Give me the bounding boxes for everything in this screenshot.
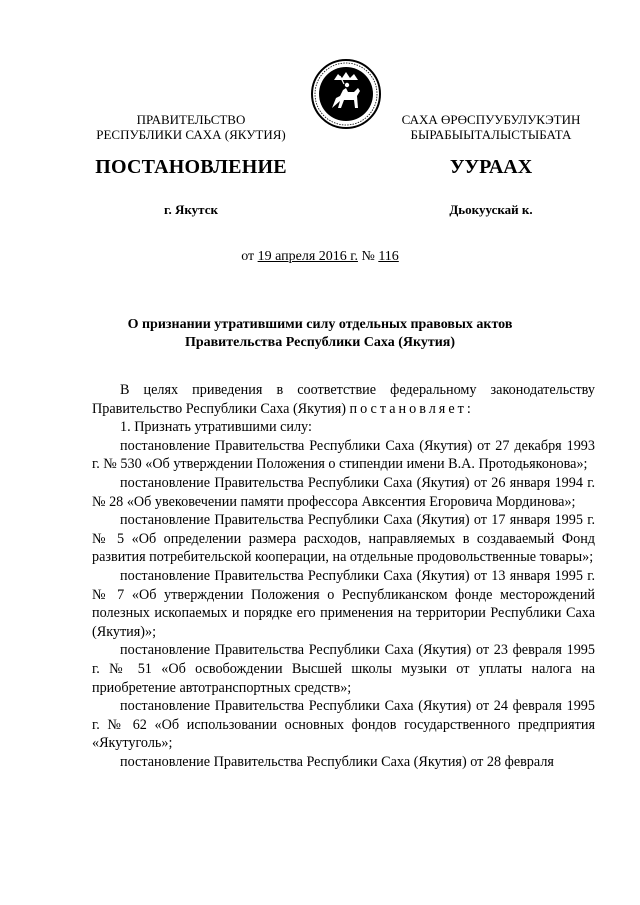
right-org-line1: САХА ӨРӨСПУУБУЛУКЭТИН bbox=[401, 112, 581, 127]
act-item: постановление Правительства Республики Саха (Якутия) от 24 февраля 1995 г. № 62 «Об использовании основных фондов государственного предприятия «Якутуголь»; bbox=[92, 698, 595, 752]
document-date: 19 апреля 2016 г. bbox=[257, 249, 358, 264]
document-body bbox=[92, 381, 595, 771]
right-org-name bbox=[386, 112, 596, 142]
document-number: 116 bbox=[378, 249, 399, 264]
right-org-line2: БЫРАБЫЫТАЛЫСТЫБАТА bbox=[410, 127, 572, 142]
city-ru: г. Якутск bbox=[164, 202, 218, 217]
act-item: постановление Правительства Республики Саха (Якутия) от 27 декабря 1993 г. № 530 «Об утверждении Положения о стипендии имени В.А. Протодьяконова»; bbox=[92, 437, 595, 473]
item-1: 1. Признать утратившими силу: bbox=[120, 419, 312, 436]
left-org-line1: ПРАВИТЕЛЬСТВО bbox=[136, 112, 246, 127]
document-title-sakha: УУРААХ bbox=[449, 156, 533, 178]
left-org-name bbox=[80, 112, 302, 142]
intro-paragraph bbox=[92, 381, 595, 418]
date-prefix: от bbox=[241, 249, 258, 264]
resolves-word: постановляет: bbox=[349, 400, 474, 417]
act-item: постановление Правительства Республики Саха (Якутия) от 13 января 1995 г. № 7 «Об утверждении Положения о Республиканском фонде месторождений полезных ископаемых и порядке его применения на территории Республики Саха (Якутия)»; bbox=[92, 567, 595, 640]
act-item: постановление Правительства Республики Саха (Якутия) от 26 января 1994 г. № 28 «Об увековечении памяти профессора Авксентия Егоровича Мординова»; bbox=[92, 474, 595, 510]
number-label: № bbox=[357, 249, 379, 264]
subject-line2: Правительства Республики Саха (Якутия) bbox=[184, 335, 456, 350]
intro-text: В целях приведения в соответствие федеральному законодательству Правительство Республики Саха (Якутия) bbox=[92, 382, 595, 417]
coat-of-arms-icon bbox=[310, 58, 382, 130]
left-org-line2: РЕСПУБЛИКИ САХА (ЯКУТИЯ) bbox=[96, 127, 286, 142]
subject-line1: О признании утратившими силу отдельных правовых актов bbox=[127, 317, 513, 332]
act-item: постановление Правительства Республики Саха (Якутия) от 17 января 1995 г. № 5 «Об определении размера расходов, направляемых в создаваемый Фонд развития потребительской кооперации, на отдельные продовольственные товары»; bbox=[92, 512, 595, 566]
act-item: постановление Правительства Республики Саха (Якутия) от 23 февраля 1995 г. № 51 «Об освобождении Высшей школы музыки от уплаты налога на приобретение автотранспортных средств»; bbox=[92, 642, 595, 696]
city-sakha: Дьокуускай к. bbox=[449, 202, 533, 217]
act-item: постановление Правительства Республики Саха (Якутия) от 28 февраля bbox=[120, 753, 554, 770]
document-subject bbox=[110, 316, 530, 352]
document-title-ru: ПОСТАНОВЛЕНИЕ bbox=[95, 156, 287, 178]
date-number-line bbox=[0, 249, 640, 265]
